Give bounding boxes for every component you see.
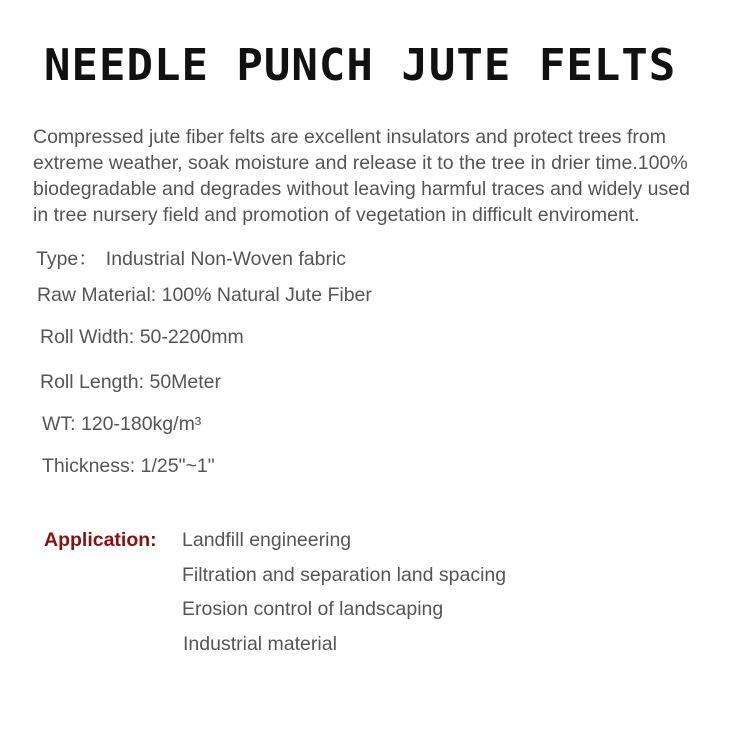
intro-paragraph	[33, 124, 723, 228]
spec-roll-width: Roll Width: 50-2200mm	[40, 326, 244, 348]
spec-type-label: Type：	[36, 248, 98, 270]
intro-line: Compressed jute fiber felts are excellent insulators and protect trees from	[33, 126, 666, 148]
application-item: Landfill engineering	[182, 529, 352, 551]
spec-weight: WT: 120-180kg/m³	[42, 413, 202, 435]
page-title: NEEDLE PUNCH JUTE FELTS	[44, 40, 677, 91]
spec-thickness: Thickness: 1/25"~1"	[42, 455, 215, 477]
spec-type	[36, 247, 346, 271]
application-label: Application:	[44, 529, 157, 551]
application-item: Erosion control of landscaping	[182, 598, 444, 620]
intro-line: in tree nursery field and promotion of vegetation in difficult enviroment.	[33, 204, 640, 226]
spec-roll-length: Roll Length: 50Meter	[40, 371, 222, 393]
intro-line: extreme weather, soak moisture and release it to the tree in drier time.100%	[33, 152, 688, 174]
spec-type-value: Industrial Non-Woven fabric	[105, 248, 347, 270]
application-item: Filtration and separation land spacing	[182, 564, 507, 586]
spec-raw-material: Raw Material: 100% Natural Jute Fiber	[37, 284, 372, 306]
intro-line: biodegradable and degrades without leaving harmful traces and widely used	[33, 178, 690, 200]
application-item: Industrial material	[183, 633, 337, 655]
